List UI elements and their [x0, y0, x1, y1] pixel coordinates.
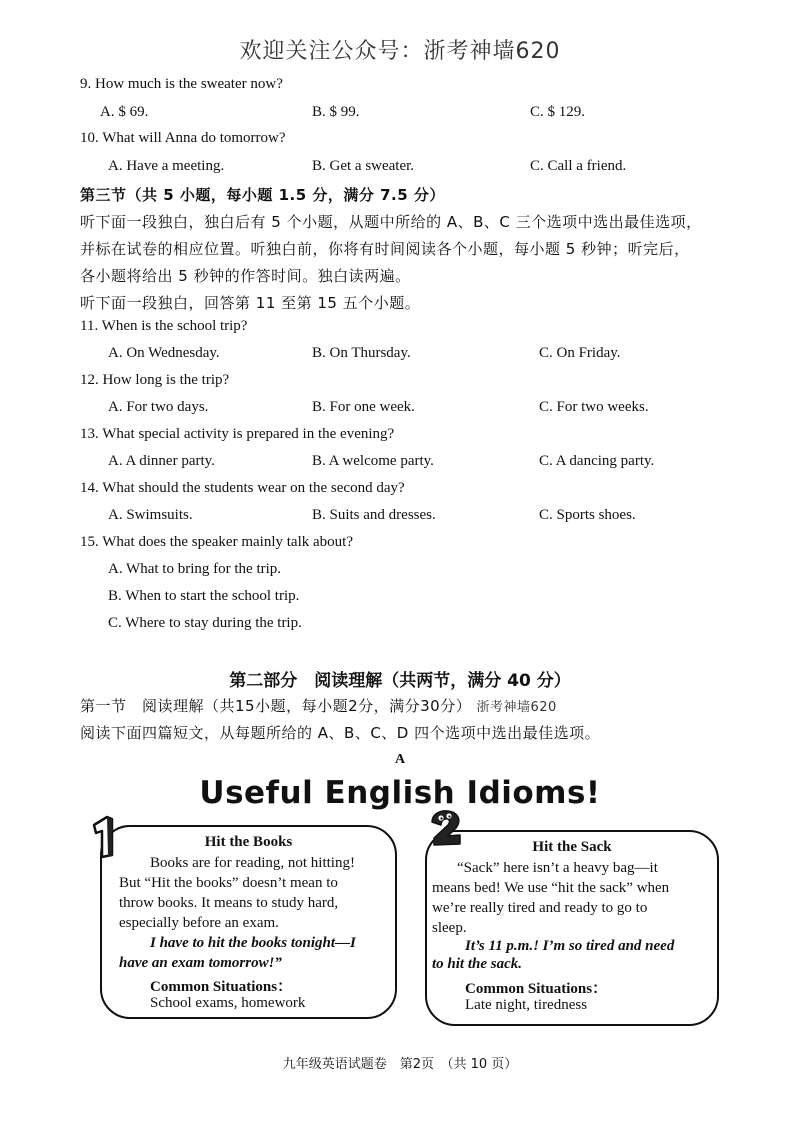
card1-line3: throw books. It means to study hard,: [119, 895, 339, 911]
q10-option-b: B. Get a sweater.: [312, 158, 415, 174]
card2-title: Hit the Sack: [532, 839, 612, 855]
question-12: 12. How long is the trip?: [80, 372, 230, 388]
q12-option-b: B. For one week.: [312, 399, 415, 415]
q13-option-c: C. A dancing party.: [539, 453, 655, 469]
card2-example-line1: It’s 11 p.m.! I’m so tired and need: [465, 938, 675, 954]
card1-line1: Books are for reading, not hitting!: [150, 855, 355, 871]
card2-line4: sleep.: [432, 920, 467, 936]
idiom-card-hit-the-sack: [425, 830, 719, 1026]
q13-option-b: B. A welcome party.: [312, 453, 434, 469]
part2-title: 第二部分 阅读理解（共两节，满分 40 分）: [229, 671, 571, 691]
q9-option-b: B. $ 99.: [312, 104, 360, 120]
section3-instruction-line1: 听下面一段独白，独白后有 5 个小题，从题中所给的 A、B、C 三个选项中选出最佳选项，: [80, 213, 702, 231]
q11-option-a: A. On Wednesday.: [108, 345, 220, 361]
part2-watermark-tag: 浙考神墙620: [476, 700, 557, 715]
q11-option-c: C. On Friday.: [539, 345, 621, 361]
section3-title: 第三节（共 5 小题，每小题 1.5 分，满分 7.5 分）: [80, 186, 445, 204]
q15-option-a: A. What to bring for the trip.: [108, 561, 282, 577]
card1-title: Hit the Books: [204, 834, 293, 850]
q15-option-c: C. Where to stay during the trip.: [108, 615, 302, 631]
q12-option-a: A. For two days.: [108, 399, 209, 415]
q14-option-c: C. Sports shoes.: [539, 507, 636, 523]
question-13: 13. What special activity is prepared in the evening?: [80, 426, 395, 442]
part2-subsection: [80, 695, 557, 716]
number-one-icon: [88, 813, 118, 864]
q9-option-a: A. $ 69.: [100, 104, 149, 120]
question-11: 11. When is the school trip?: [80, 318, 248, 334]
card2-line2: means bed! We use “hit the sack” when: [432, 880, 670, 896]
question-14: 14. What should the students wear on the second day?: [80, 480, 405, 496]
question-9: 9. How much is the sweater now?: [80, 76, 283, 92]
card2-line1: “Sack” here isn’t a heavy bag—it: [457, 860, 658, 876]
page-header-watermark: 欢迎关注公众号：浙考神墙620: [239, 39, 561, 64]
number-two-icon: [424, 808, 468, 853]
idiom-card-hit-the-books: [100, 825, 397, 1019]
q14-option-b: B. Suits and dresses.: [312, 507, 436, 523]
q11-option-b: B. On Thursday.: [312, 345, 411, 361]
card1-line4: especially before an exam.: [119, 915, 279, 931]
q15-option-b: B. When to start the school trip.: [108, 588, 300, 604]
card2-situations-value: Late night, tiredness: [465, 997, 588, 1013]
q14-option-a: A. Swimsuits.: [108, 507, 193, 523]
card2-situations-label: Common Situations：: [465, 981, 608, 997]
card2-line3: we’re really tired and ready to go to: [432, 900, 648, 916]
q12-option-c: C. For two weeks.: [539, 399, 649, 415]
q13-option-a: A. A dinner party.: [108, 453, 215, 469]
card1-line2: But “Hit the books” doesn’t mean to: [119, 875, 338, 891]
part2-subsection-label: 第一节 阅读理解（共15小题，每小题2分，满分30分）: [80, 697, 472, 715]
q9-option-c: C. $ 129.: [530, 104, 586, 120]
section3-instruction-line3: 各小题将给出 5 秒钟的作答时间。独白读两遍。: [80, 267, 411, 285]
page-footer: 九年级英语试题卷 第2页 （共 10 页）: [282, 1057, 518, 1072]
card2-example-line2: to hit the sack.: [432, 956, 523, 972]
card1-example-line1: I have to hit the books tonight—I: [150, 935, 356, 951]
section3-instruction-line4: 听下面一段独白，回答第 11 至第 15 五个小题。: [80, 294, 421, 312]
q10-option-a: A. Have a meeting.: [108, 158, 225, 174]
card1-example-line2: have an exam tomorrow!”: [119, 955, 282, 971]
card1-situations-value: School exams, homework: [150, 995, 306, 1011]
q10-option-c: C. Call a friend.: [530, 158, 627, 174]
question-10: 10. What will Anna do tomorrow?: [80, 130, 286, 146]
part2-instruction: 阅读下面四篇短文，从每题所给的 A、B、C、D 四个选项中选出最佳选项。: [80, 724, 601, 742]
question-15: 15. What does the speaker mainly talk about?: [80, 534, 353, 550]
passage-letter: A: [394, 752, 406, 767]
card1-situations-label: Common Situations：: [150, 979, 293, 995]
section3-instruction-line2: 并标在试卷的相应位置。听独白前，你将有时间阅读各个小题，每小题 5 秒钟；听完后，: [80, 240, 690, 258]
passage-banner-title: Useful English Idioms!: [199, 775, 601, 811]
